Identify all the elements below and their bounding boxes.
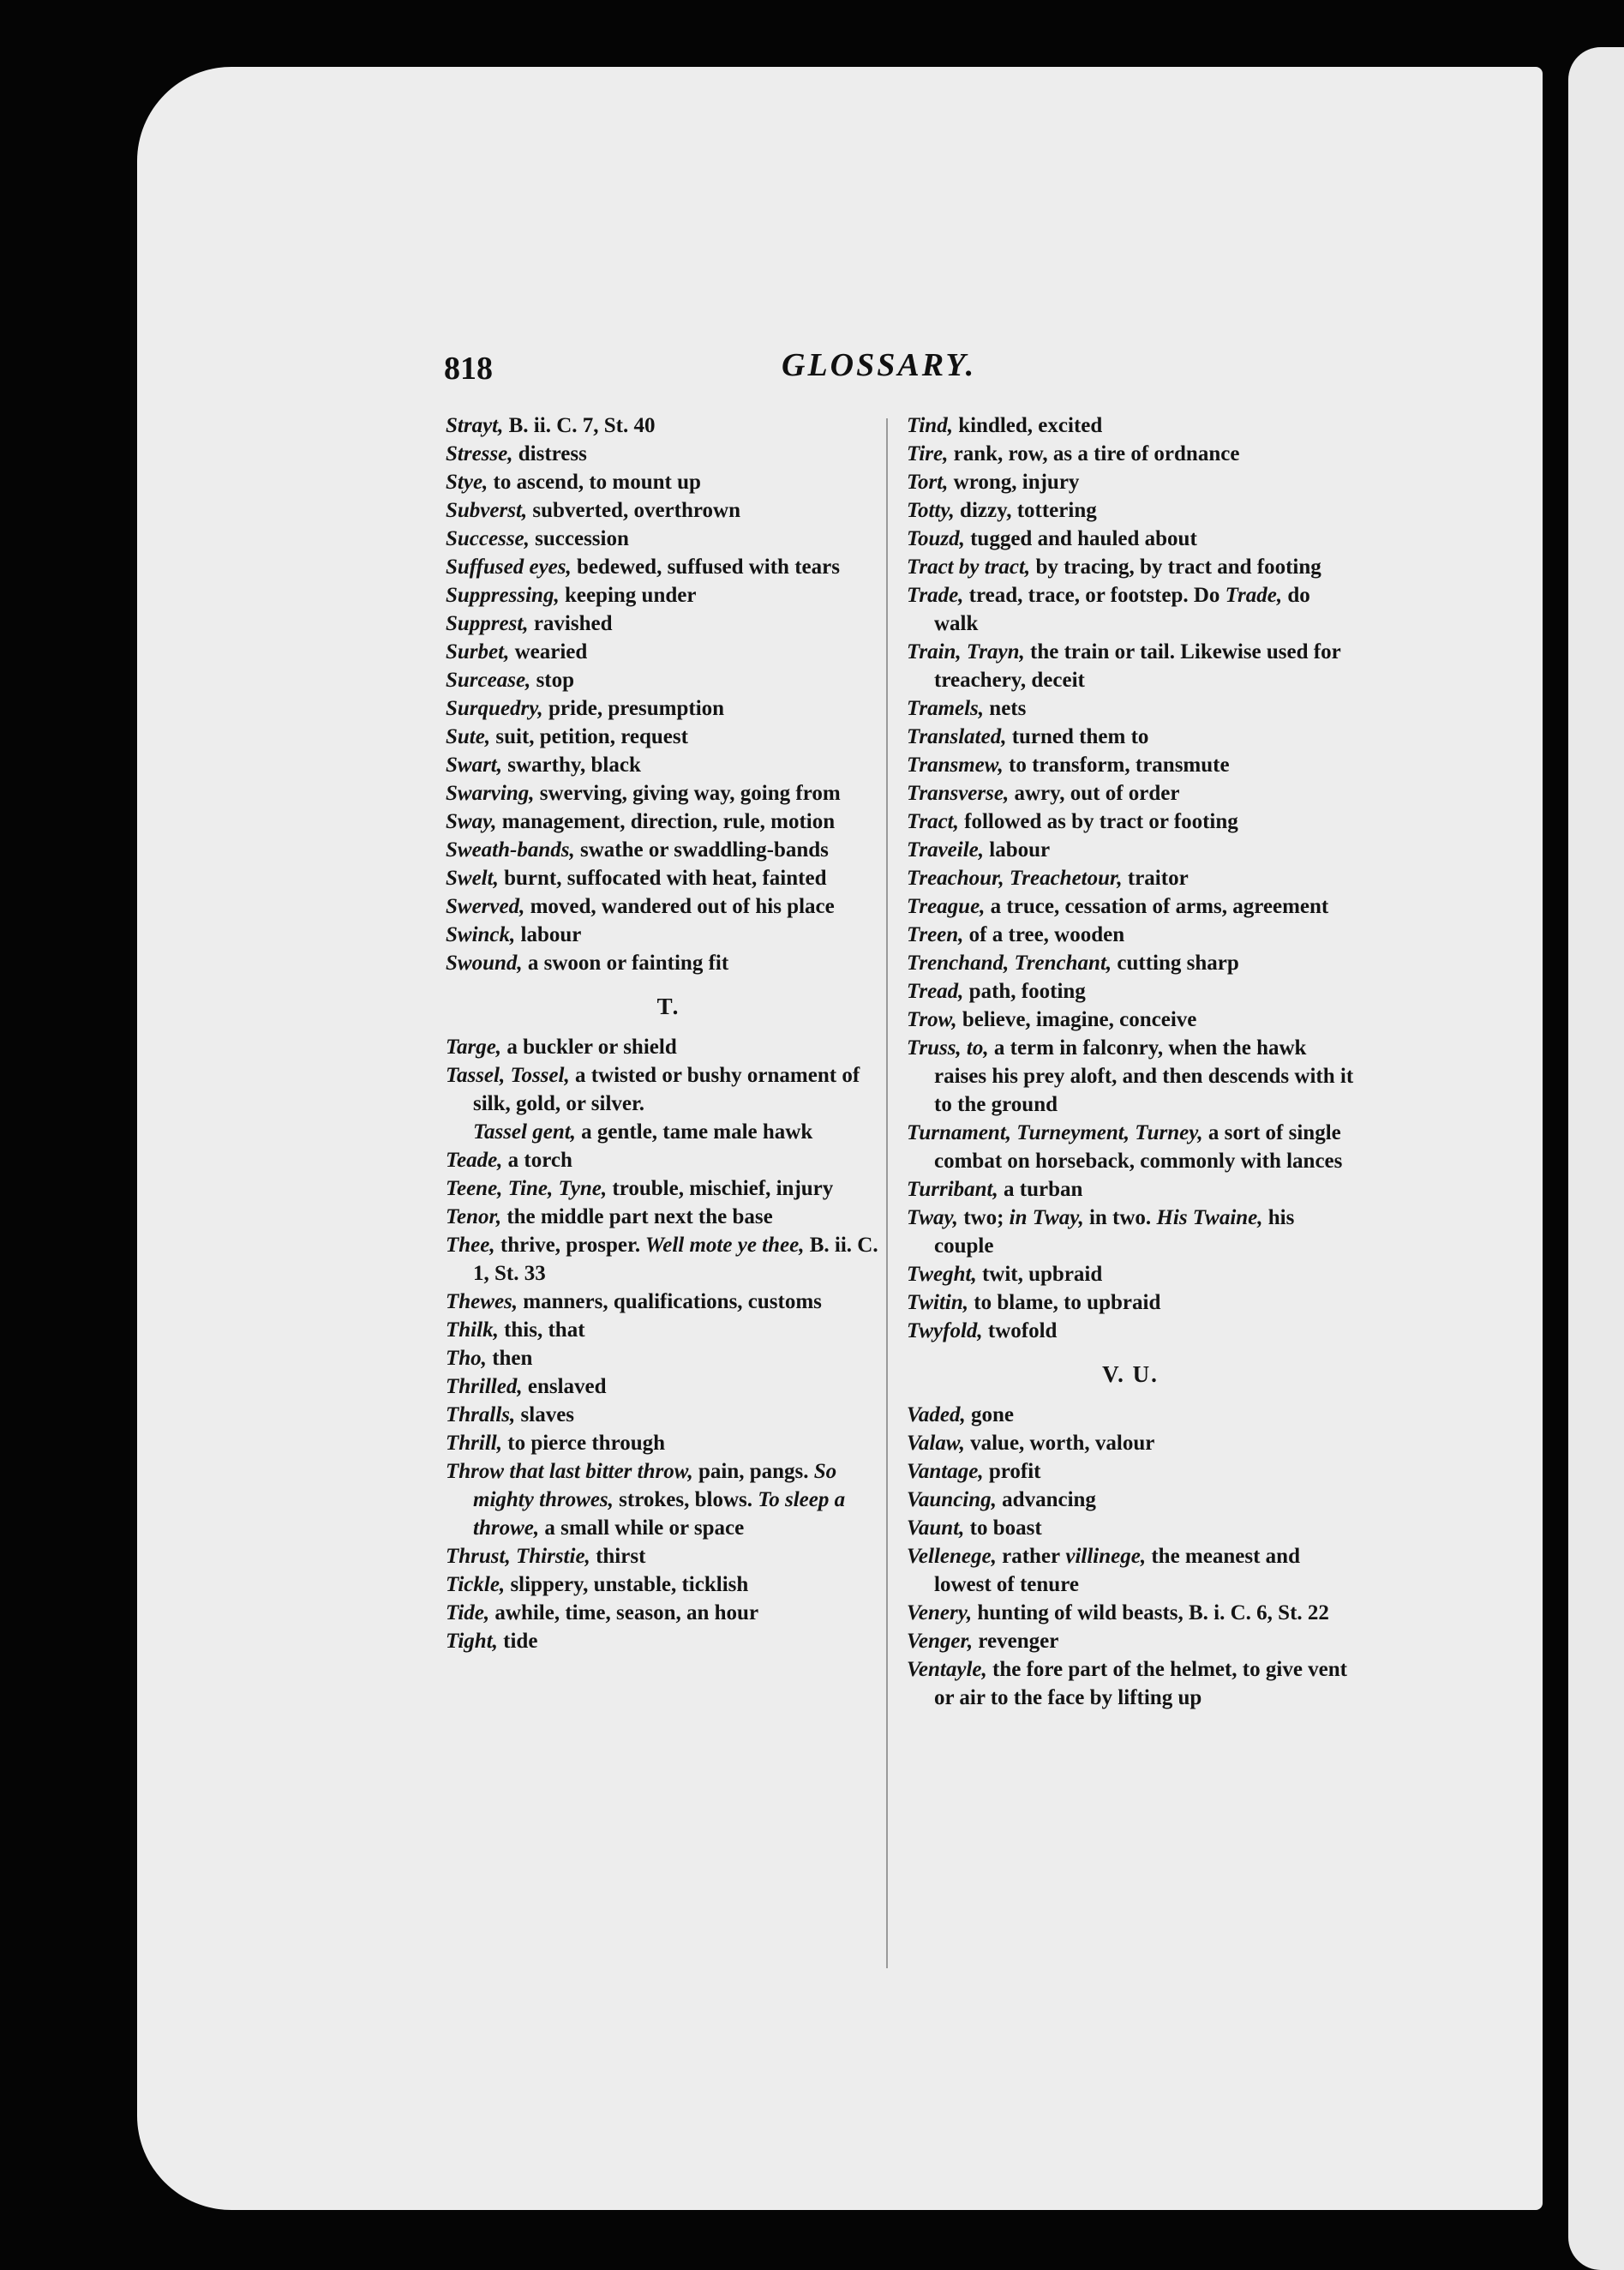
entry-definition: profit <box>983 1460 1041 1483</box>
entry-term: Teade, <box>446 1149 503 1172</box>
entry-definition: this, that <box>498 1318 585 1342</box>
entry-definition: distress <box>512 442 587 465</box>
entry-definition: the middle part next the base <box>501 1205 773 1228</box>
glossary-entry <box>907 525 1354 553</box>
entry-term: Treague, <box>907 895 986 918</box>
entry-term: Totty, <box>907 499 955 522</box>
glossary-entry <box>907 779 1354 808</box>
glossary-entry <box>446 1118 891 1146</box>
glossary-entry <box>446 496 891 525</box>
entry-term: Targe, <box>446 1036 502 1059</box>
glossary-entry <box>446 1570 891 1599</box>
entry-term: So mighty throwes, <box>473 1460 837 1511</box>
glossary-entry <box>907 1457 1354 1486</box>
glossary-entry <box>907 751 1354 779</box>
entry-definition: a buckler or shield <box>501 1036 677 1059</box>
glossary-entry <box>446 723 891 751</box>
entry-term: Tind, <box>907 414 953 437</box>
entry-term: Tassel gent, <box>473 1120 576 1144</box>
entry-term: Thee, <box>446 1234 495 1257</box>
entry-definition: gone <box>965 1403 1014 1426</box>
entry-definition: rank, row, as a tire of ordnance <box>948 442 1240 465</box>
entry-definition: a turban <box>998 1178 1083 1201</box>
glossary-entry <box>907 694 1354 723</box>
entry-definition: slaves <box>515 1403 575 1426</box>
entry-term: Tramels, <box>907 697 985 720</box>
entry-definition: twofold <box>982 1319 1058 1342</box>
entry-term: Stresse, <box>446 442 513 465</box>
glossary-entry <box>446 694 891 723</box>
glossary-entry <box>446 553 891 581</box>
glossary-entry <box>907 440 1354 468</box>
entry-term: Valaw, <box>907 1432 965 1455</box>
entry-definition: to boast <box>964 1516 1042 1540</box>
page-title: GLOSSARY. <box>782 347 977 383</box>
entry-definition: the meanest and lowest of tenure <box>934 1545 1300 1596</box>
glossary-entry <box>907 1429 1354 1457</box>
glossary-entry <box>446 1174 891 1203</box>
entry-term: Trade, <box>907 584 964 607</box>
glossary-entry <box>446 864 891 892</box>
glossary-entry <box>907 1599 1354 1627</box>
glossary-entry <box>446 1344 891 1372</box>
glossary-entry <box>446 1288 891 1316</box>
glossary-entry <box>907 1288 1354 1317</box>
entry-definition: pride, presumption <box>542 697 725 720</box>
entry-term: Thewes, <box>446 1290 518 1313</box>
glossary-entry <box>907 864 1354 892</box>
entry-term: Tickle, <box>446 1573 506 1596</box>
glossary-entry <box>446 1061 891 1118</box>
entry-term: Well mote ye thee, <box>640 1234 805 1257</box>
page-number: 818 <box>444 351 493 387</box>
entry-definition: in two. <box>1083 1206 1152 1229</box>
entry-term: Stye, <box>446 471 488 494</box>
glossary-entry <box>907 638 1354 694</box>
entry-term: Trow, <box>907 1008 957 1031</box>
entry-term: Tenor, <box>446 1205 502 1228</box>
entry-definition: swarthy, black <box>502 754 641 777</box>
entry-term: Treachour, Treachetour, <box>907 867 1123 890</box>
glossary-entry <box>907 1119 1354 1175</box>
entry-term: Swelt, <box>446 867 499 890</box>
entry-definition: by tracing, by tract and footing <box>1030 555 1321 579</box>
glossary-entry <box>446 808 891 836</box>
entries-s <box>446 411 891 977</box>
glossary-entry <box>446 1146 891 1174</box>
glossary-entry <box>907 1204 1354 1260</box>
entry-term: Transmew, <box>907 754 1004 777</box>
entry-term: Twitin, <box>907 1291 969 1314</box>
entry-definition: hunting of wild beasts, B. i. C. 6, St. 22 <box>972 1601 1329 1624</box>
entry-definition: cutting sharp <box>1112 952 1239 975</box>
entry-definition: the train or tail. Likewise used for treachery, deceit <box>934 640 1341 692</box>
entry-term: Venery, <box>907 1601 973 1624</box>
entry-term: Train, Trayn, <box>907 640 1025 664</box>
entries-t <box>446 1033 891 1655</box>
glossary-entry <box>446 1457 891 1542</box>
glossary-entry <box>446 751 891 779</box>
glossary-entry <box>907 808 1354 836</box>
entry-term: Tway, <box>907 1206 958 1229</box>
entry-term: His Twaine, <box>1151 1206 1263 1229</box>
section-heading-t: T. <box>656 994 680 1019</box>
entry-definition: a twisted or bushy ornament of silk, gold, or silver. <box>473 1064 860 1115</box>
entry-definition: burnt, suffocated with heat, fainted <box>498 867 827 890</box>
entry-term: Transverse, <box>907 782 1010 805</box>
entry-definition: thrive, prosper. <box>494 1234 641 1257</box>
entry-definition: twit, upbraid <box>976 1263 1103 1286</box>
entry-definition: rather <box>996 1545 1061 1568</box>
entry-definition: dizzy, tottering <box>954 499 1097 522</box>
right-column <box>907 411 1354 1712</box>
glossary-entry <box>446 779 891 808</box>
glossary-entry <box>907 1542 1354 1599</box>
glossary-entry <box>446 1599 891 1627</box>
entry-term: Tide, <box>446 1601 490 1624</box>
entry-term: Twyfold, <box>907 1319 983 1342</box>
entry-definition: wrong, injury <box>948 471 1080 494</box>
entry-term: Throw that last bitter throw, <box>446 1460 693 1483</box>
entry-definition: two; <box>957 1206 1004 1229</box>
glossary-entry <box>907 1260 1354 1288</box>
entry-term: Tho, <box>446 1347 487 1370</box>
entry-definition: to blame, to upbraid <box>968 1291 1161 1314</box>
entry-definition: moved, wandered out of his place <box>524 895 835 918</box>
entry-term: Thilk, <box>446 1318 499 1342</box>
glossary-entry <box>446 666 891 694</box>
glossary-entry <box>907 1317 1354 1345</box>
entry-term: Suffused eyes, <box>446 555 572 579</box>
entry-definition: of a tree, wooden <box>963 923 1125 946</box>
entry-term: Turnament, Turneyment, Turney, <box>907 1121 1203 1144</box>
entry-term: Sute, <box>446 725 491 748</box>
entry-definition: a torch <box>502 1149 572 1172</box>
entry-definition: nets <box>984 697 1027 720</box>
entry-definition: management, direction, rule, motion <box>496 810 836 833</box>
entry-term: Tassel, Tossel, <box>446 1064 570 1087</box>
entry-definition: awry, out of order <box>1009 782 1180 805</box>
entry-term: Surcease, <box>446 669 531 692</box>
entry-term: Subverst, <box>446 499 528 522</box>
entry-term: Sway, <box>446 810 497 833</box>
entry-definition: to pierce through <box>502 1432 666 1455</box>
glossary-entry <box>446 1429 891 1457</box>
glossary-entry <box>446 610 891 638</box>
glossary-entry <box>907 581 1354 638</box>
glossary-entry <box>446 1627 891 1655</box>
entry-term: Tire, <box>907 442 949 465</box>
entry-term: villinege, <box>1060 1545 1147 1568</box>
glossary-entry <box>446 468 891 496</box>
entry-term: Thrilled, <box>446 1375 523 1398</box>
entry-definition: then <box>486 1347 533 1370</box>
entry-definition: B. ii. C. 7, St. 40 <box>503 414 656 437</box>
entry-definition: a gentle, tame male hawk <box>575 1120 813 1144</box>
entry-term: Vellenege, <box>907 1545 997 1568</box>
glossary-entry <box>907 1034 1354 1119</box>
glossary-entry <box>907 411 1354 440</box>
entry-definition: do walk <box>934 584 1310 635</box>
entry-definition: thirst <box>590 1545 646 1568</box>
entry-definition: succession <box>529 527 629 550</box>
entry-term: Truss, to, <box>907 1036 989 1060</box>
entry-definition: revenger <box>973 1630 1059 1653</box>
glossary-entry <box>446 836 891 864</box>
entry-term: Swarving, <box>446 782 535 805</box>
glossary-entry <box>446 581 891 610</box>
entry-definition: path, footing <box>963 980 1086 1003</box>
entry-term: Tract by tract, <box>907 555 1031 579</box>
entry-definition: traitor <box>1122 867 1189 890</box>
entry-definition: bedewed, suffused with tears <box>571 555 840 579</box>
entry-term: Swinck, <box>446 923 516 946</box>
entry-term: Translated, <box>907 725 1007 748</box>
entry-definition: strokes, blows. <box>613 1488 752 1511</box>
entry-term: Surquedry, <box>446 697 543 720</box>
entry-definition: tread, trace, or footstep. Do <box>963 584 1220 607</box>
entry-definition: wearied <box>509 640 588 664</box>
entry-term: Vaunt, <box>907 1516 965 1540</box>
entry-term: Successe, <box>446 527 530 550</box>
entry-definition: the fore part of the helmet, to give vent or air to the face by lifting up <box>934 1658 1348 1709</box>
glossary-entry <box>907 1514 1354 1542</box>
glossary-entry <box>907 1627 1354 1655</box>
glossary-entry <box>907 949 1354 977</box>
entry-definition: to transform, transmute <box>1003 754 1230 777</box>
entry-term: Swart, <box>446 754 503 777</box>
entry-term: Vantage, <box>907 1460 984 1483</box>
entry-definition: turned them to <box>1006 725 1149 748</box>
left-column <box>446 411 891 1655</box>
entry-definition: a term in falconry, when the hawk raises his prey aloft, and then descends with it to the ground <box>934 1036 1354 1116</box>
glossary-entry <box>907 496 1354 525</box>
entry-definition: manners, qualifications, customs <box>518 1290 822 1313</box>
entry-definition: tide <box>497 1630 538 1653</box>
entry-definition: a truce, cessation of arms, agreement <box>985 895 1329 918</box>
entries-t-continued <box>907 411 1354 1345</box>
glossary-entry <box>907 723 1354 751</box>
entry-term: Tort, <box>907 471 949 494</box>
glossary-entry <box>907 553 1354 581</box>
entry-term: Tight, <box>446 1630 498 1653</box>
entry-term: in Tway, <box>1004 1206 1084 1229</box>
entry-definition: labour <box>515 923 582 946</box>
entry-definition: ravished <box>528 612 613 635</box>
entry-definition: B. ii. C. 1, St. 33 <box>473 1234 878 1285</box>
entry-definition: swerving, giving way, going from <box>534 782 841 805</box>
glossary-entry <box>446 440 891 468</box>
entry-term: Swerved, <box>446 895 525 918</box>
entry-term: Teene, Tine, Tyne, <box>446 1177 608 1200</box>
entry-definition: awhile, time, season, an hour <box>489 1601 759 1624</box>
entry-definition: followed as by tract or footing <box>958 810 1238 833</box>
entry-term: Traveile, <box>907 838 985 862</box>
entry-definition: slippery, unstable, ticklish <box>505 1573 749 1596</box>
glossary-entry <box>446 1542 891 1570</box>
entry-term: Venger, <box>907 1630 974 1653</box>
entry-definition: suit, petition, request <box>490 725 688 748</box>
entry-term: Strayt, <box>446 414 504 437</box>
entry-definition: swathe or swaddling-bands <box>574 838 829 862</box>
entry-definition: kindled, excited <box>952 414 1103 437</box>
glossary-entry <box>446 411 891 440</box>
entry-term: Ventayle, <box>907 1658 987 1681</box>
glossary-entry <box>446 1401 891 1429</box>
glossary-entry <box>446 1372 891 1401</box>
glossary-entry <box>446 525 891 553</box>
entry-definition: a sort of single combat on horseback, commonly with lances <box>934 1121 1343 1173</box>
entry-term: Tweght, <box>907 1263 977 1286</box>
glossary-entry <box>446 949 891 977</box>
glossary-entry <box>907 921 1354 949</box>
entry-term: Trenchand, Trenchant, <box>907 952 1112 975</box>
entry-term: Vaded, <box>907 1403 966 1426</box>
entry-definition: tugged and hauled about <box>964 527 1197 550</box>
entry-term: Thrill, <box>446 1432 502 1455</box>
entry-term: Tract, <box>907 810 959 833</box>
entry-term: Treen, <box>907 923 964 946</box>
next-page-edge <box>1568 47 1624 2270</box>
entry-definition: to ascend, to mount up <box>488 471 701 494</box>
glossary-entry <box>907 1006 1354 1034</box>
entry-term: Supprest, <box>446 612 529 635</box>
glossary-entry <box>907 977 1354 1006</box>
entry-definition: subverted, overthrown <box>527 499 740 522</box>
entry-definition: his couple <box>934 1206 1295 1258</box>
entry-term: Turribant, <box>907 1178 998 1201</box>
entry-term: Touzd, <box>907 527 965 550</box>
entry-term: Surbet, <box>446 640 510 664</box>
entry-definition: believe, imagine, conceive <box>956 1008 1197 1031</box>
glossary-entry <box>446 1203 891 1231</box>
entry-definition: advancing <box>996 1488 1096 1511</box>
entry-definition: pain, pangs. <box>692 1460 809 1483</box>
entry-term: Trade, <box>1219 584 1283 607</box>
entry-definition: stop <box>530 669 575 692</box>
glossary-entry <box>446 892 891 921</box>
entry-term: Vauncing, <box>907 1488 997 1511</box>
entry-definition: a swoon or fainting fit <box>522 952 729 975</box>
glossary-entry <box>446 1316 891 1344</box>
glossary-entry <box>446 1033 891 1061</box>
entry-term: Suppressing, <box>446 584 560 607</box>
entry-term: Thrust, Thirstie, <box>446 1545 590 1568</box>
entry-definition: a small while or space <box>539 1516 745 1540</box>
entry-definition: trouble, mischief, injury <box>607 1177 834 1200</box>
glossary-entry <box>446 921 891 949</box>
glossary-entry <box>907 836 1354 864</box>
glossary-entry <box>907 1175 1354 1204</box>
glossary-entry <box>907 892 1354 921</box>
entry-definition: keeping under <box>559 584 697 607</box>
glossary-entry <box>907 1655 1354 1712</box>
entry-definition: enslaved <box>522 1375 607 1398</box>
entries-v <box>907 1401 1354 1712</box>
entry-term: Swound, <box>446 952 523 975</box>
entry-term: Thralls, <box>446 1403 516 1426</box>
glossary-entry <box>907 468 1354 496</box>
entry-definition: labour <box>984 838 1051 862</box>
entry-term: To sleep a throwe, <box>473 1488 846 1540</box>
section-heading-v: V. U. <box>1102 1361 1159 1387</box>
entry-term: Tread, <box>907 980 964 1003</box>
glossary-entry <box>446 1231 891 1288</box>
entry-term: Sweath-bands, <box>446 838 575 862</box>
entry-definition: value, worth, valour <box>964 1432 1155 1455</box>
glossary-entry <box>446 638 891 666</box>
glossary-entry <box>907 1401 1354 1429</box>
glossary-entry <box>907 1486 1354 1514</box>
